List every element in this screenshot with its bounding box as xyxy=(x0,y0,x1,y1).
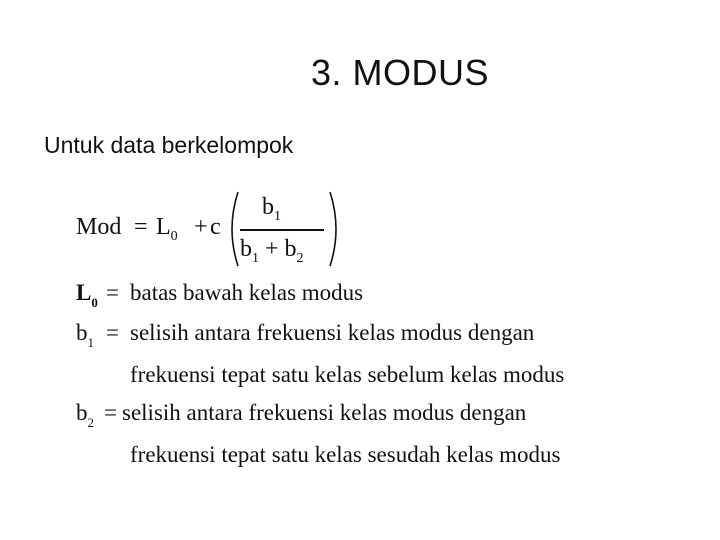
numerator-sub: 1 xyxy=(274,209,281,224)
den-b1-sub: 1 xyxy=(252,251,259,266)
formula-denominator xyxy=(240,236,304,267)
definition-text: selisih antara frekuensi kelas modus dengan xyxy=(130,320,535,345)
definition-equals: = xyxy=(104,400,117,425)
formula-c: c xyxy=(210,214,221,240)
definition-symbol: $L_0$ xyxy=(76,280,98,310)
definition-text-continued: frekuensi tepat satu kelas sebelum kelas modus xyxy=(130,362,565,387)
formula-plus: + xyxy=(194,214,208,240)
fraction-bar xyxy=(240,229,324,231)
formula-equals: = xyxy=(134,214,148,240)
definition-text: selisih antara frekuensi kelas modus dengan xyxy=(122,400,527,425)
definition-equals: = xyxy=(106,320,119,345)
modus-formula xyxy=(76,188,376,270)
definition-text-continued: frekuensi tepat satu kelas sesudah kelas modus xyxy=(130,442,561,467)
slide-subtitle: Untuk data berkelompok xyxy=(44,132,294,158)
den-plus: + xyxy=(265,236,279,262)
formula-L-sub: 0 xyxy=(170,229,178,244)
numerator-b: b xyxy=(262,194,274,220)
den-b2: b xyxy=(284,236,297,262)
definition-symbol: $b_1$ xyxy=(76,320,94,350)
slide-title: 3. MODUS xyxy=(310,52,490,93)
formula-L: L xyxy=(156,214,171,240)
formula-lhs: Mod xyxy=(76,214,122,240)
formula-numerator xyxy=(262,194,281,225)
definition-symbol: $b_2$ xyxy=(76,400,94,430)
definition-equals: = xyxy=(106,280,119,305)
formula-L0 xyxy=(156,214,178,245)
den-b1: b xyxy=(240,236,252,262)
definition-text: batas bawah kelas modus xyxy=(130,280,364,305)
den-b2-sub: 2 xyxy=(296,251,304,266)
